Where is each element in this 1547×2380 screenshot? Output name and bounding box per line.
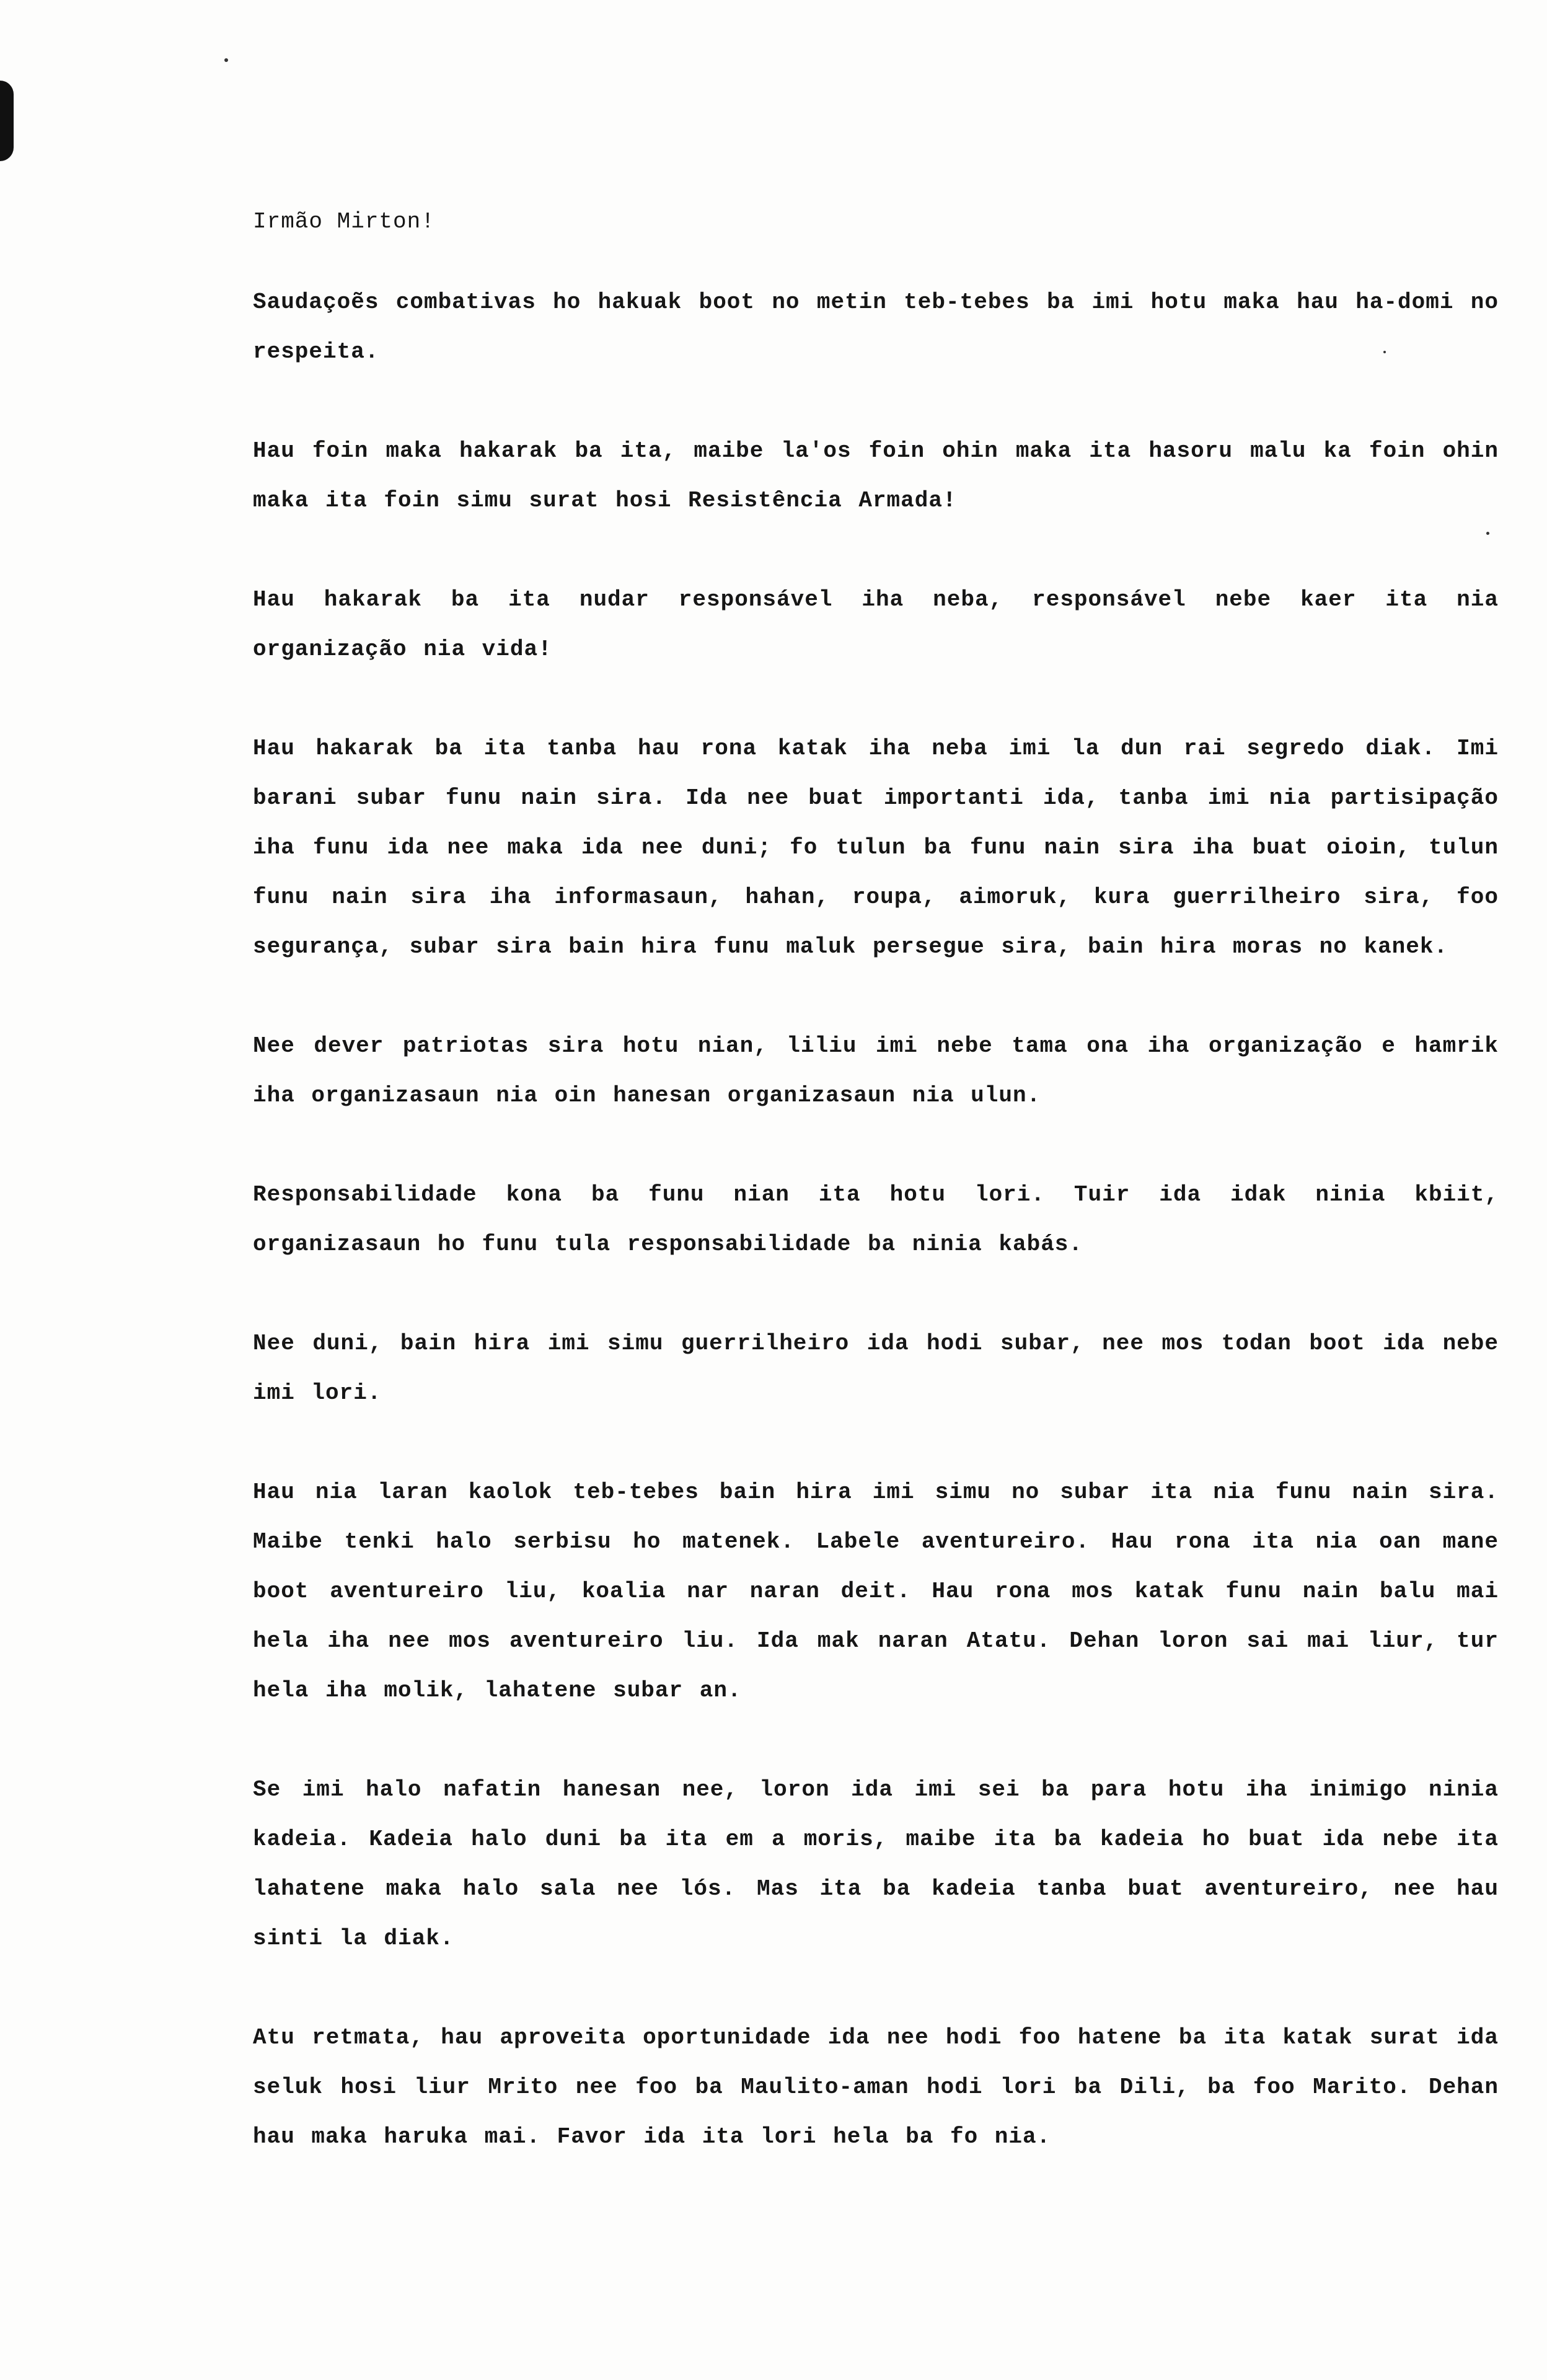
letter-paragraph: Hau hakarak ba ita tanba hau rona katak iha neba imi la dun rai segredo diak. Imi barani subar funu nain sira. Ida nee buat importanti ida, tanba imi nia partisipação iha funu ida nee maka ida nee duni; fo tulun ba funu nain sira iha buat oioin, tulun funu nain sira iha informasaun, hahan, roupa, aimoruk, kura guerrilheiro sira, foo segurança, subar sira bain hira funu maluk persegue sira, bain hira moras no kanek. bbox=[253, 736, 1499, 959]
letter-body bbox=[253, 197, 1499, 2211]
letter-paragraph: Responsabilidade kona ba funu nian ita hotu lori. Tuir ida idak ninia kbiit, organizasaun ho funu tula responsabilidade ba ninia kabás. bbox=[253, 1182, 1499, 1257]
binder-hole-mark bbox=[0, 81, 14, 161]
letter-paragraph: Se imi halo nafatin hanesan nee, loron ida imi sei ba para hotu iha inimigo ninia kadeia. Kadeia halo duni ba ita em a moris, maibe ita ba kadeia ho buat ida nebe ita lahatene maka halo sala nee lós. Mas ita ba kadeia tanba buat aventureiro, nee hau sinti la diak. bbox=[253, 1777, 1499, 1951]
letter-paragraph: Hau hakarak ba ita nudar responsável iha neba, responsável nebe kaer ita nia organização nia vida! bbox=[253, 587, 1499, 662]
letter-paragraph: Atu retmata, hau aproveita oportunidade ida nee hodi foo hatene ba ita katak surat ida seluk hosi liur Mrito nee foo ba Maulito-aman hodi lori ba Dili, ba foo Marito. Dehan hau maka haruka mai. Favor ida ita lori hela ba fo nia. bbox=[253, 2025, 1499, 2149]
letter-paragraph: Hau nia laran kaolok teb-tebes bain hira imi simu no subar ita nia funu nain sira. Maibe tenki halo serbisu ho matenek. Labele aventureiro. Hau rona ita nia oan mane boot aventureiro liu, koalia nar naran deit. Hau rona mos katak funu nain balu mai hela iha nee mos aventureiro liu. Ida mak naran Atatu. Dehan loron sai mai liur, tur hela iha molik, lahatene subar an. bbox=[253, 1479, 1499, 1703]
letter-paragraph: Hau foin maka hakarak ba ita, maibe la'os foin ohin maka ita hasoru malu ka foin ohin maka ita foin simu surat hosi Resistência Armada! bbox=[253, 438, 1499, 513]
scan-speck bbox=[224, 58, 228, 62]
letter-paragraph: Nee dever patriotas sira hotu nian, liliu imi nebe tama ona iha organização e hamrik iha organizasaun nia oin hanesan organizasaun nia ulun. bbox=[253, 1033, 1499, 1108]
letter-paragraph: Saudaçoẽs combativas ho hakuak boot no metin teb-tebes ba imi hotu maka hau ha-domi no respeita. bbox=[253, 289, 1499, 364]
letter-greeting: Irmão Mirton! bbox=[253, 209, 435, 234]
letter-paragraph: Nee duni, bain hira imi simu guerrilheiro ida hodi subar, nee mos todan boot ida nebe imi lori. bbox=[253, 1331, 1499, 1406]
